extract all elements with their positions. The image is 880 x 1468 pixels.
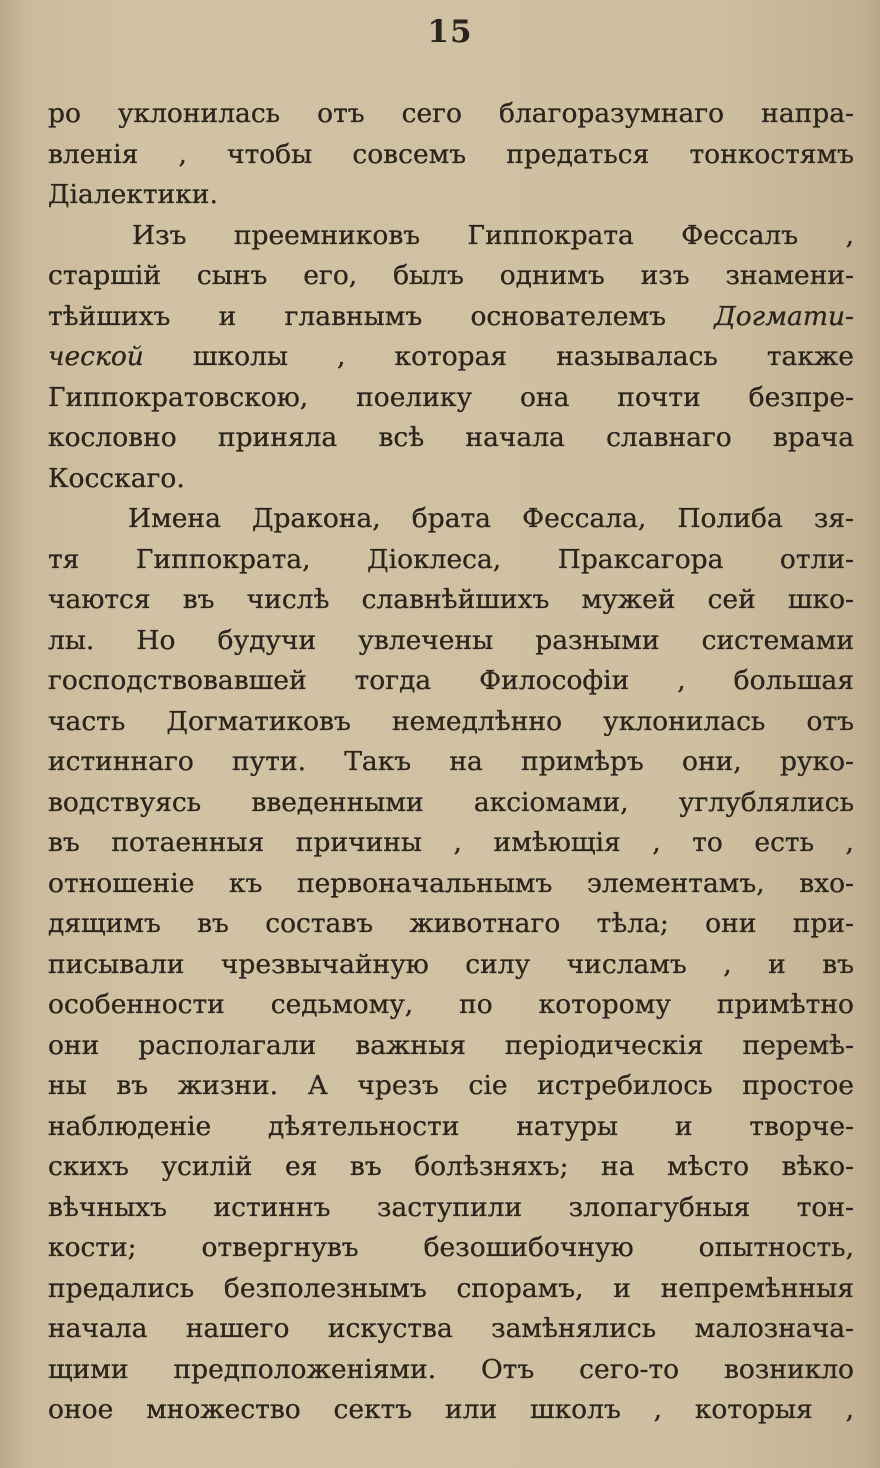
italic-term: Догмати- — [714, 300, 854, 332]
text-line: вленія , чтобы совсемъ предаться тонкостямъ — [48, 138, 854, 170]
text-line: дящимъ въ составъ животнаго тѣла; они при- — [48, 908, 854, 939]
paragraph-start-line: Изъ преемниковъ Гиппократа Фессалъ , — [132, 219, 854, 251]
text-line: тя Гиппократа, Діоклеса, Праксагора отли- — [48, 543, 854, 575]
text-line: Діалектики. — [48, 179, 218, 210]
italic-term: ческой — [48, 341, 144, 372]
text-line — [48, 337, 854, 378]
text-segment: школы , которая называлась также — [192, 341, 854, 372]
text-line: водствуясь введенными аксіомами, углублялись — [48, 786, 854, 818]
text-line: щими предположеніями. Отъ сего-то возникло — [48, 1353, 854, 1385]
text-line: чаются въ числѣ славнѣйшихъ мужей сей шко- — [48, 584, 854, 615]
text-line: предались безполезнымъ спорамъ, и непремѣнныя — [48, 1272, 854, 1304]
paragraph-start-line: Имена Дракона, брата Фессала, Полиба зя- — [128, 503, 854, 534]
body-text — [48, 94, 854, 1431]
text-line: лы. Но будучи увлечены разными системами — [48, 624, 854, 656]
text-line: наблюденіе дѣятельности натуры и творче- — [48, 1110, 854, 1142]
text-line: они располагали важныя періодическія перемѣ- — [48, 1029, 854, 1061]
text-line: истиннаго пути. Такъ на примѣръ они, руко- — [48, 746, 854, 777]
text-line: кости; отвергнувъ безошибочную опытность, — [48, 1232, 854, 1263]
text-line: кословно приняла всѣ начала славнаго врача — [48, 422, 854, 453]
text-line: господствовавшей тогда Философіи , большая — [48, 665, 854, 696]
text-line: Косскаго. — [48, 462, 185, 494]
text-line: писывали чрезвычайную силу числамъ , и въ — [48, 948, 854, 980]
text-line: особенности седьмому, по которому примѣтно — [48, 989, 854, 1020]
text-line: скихъ усилій ея въ болѣзняхъ; на мѣсто вѣко- — [48, 1151, 854, 1182]
text-line: старшій сынъ его, былъ однимъ изъ знамени- — [48, 260, 854, 291]
text-line: Гиппократовскою, поелику она почти безпре- — [48, 381, 854, 413]
text-segment: тѣйшихъ и главнымъ основателемъ — [48, 300, 666, 332]
text-line: ны въ жизни. А чрезъ сіе истребилось простое — [48, 1070, 854, 1101]
text-line: ро уклонилась отъ сего благоразумнаго напра- — [48, 98, 854, 129]
text-line: отношеніе къ первоначальнымъ элементамъ, вхо- — [48, 867, 854, 899]
text-line: оное множество сектъ или школъ , которыя , — [48, 1394, 854, 1425]
page-number: 15 — [427, 14, 473, 50]
text-line: въ потаенныя причины , имѣющія , то есть , — [48, 827, 854, 858]
text-line: начала нашего искуства замѣнялись малознача- — [48, 1313, 854, 1344]
text-line: часть Догматиковъ немедлѣнно уклонилась отъ — [48, 705, 854, 737]
text-line: вѣчныхъ истиннъ заступили злопагубныя тон- — [48, 1191, 854, 1223]
text-line — [48, 297, 854, 338]
